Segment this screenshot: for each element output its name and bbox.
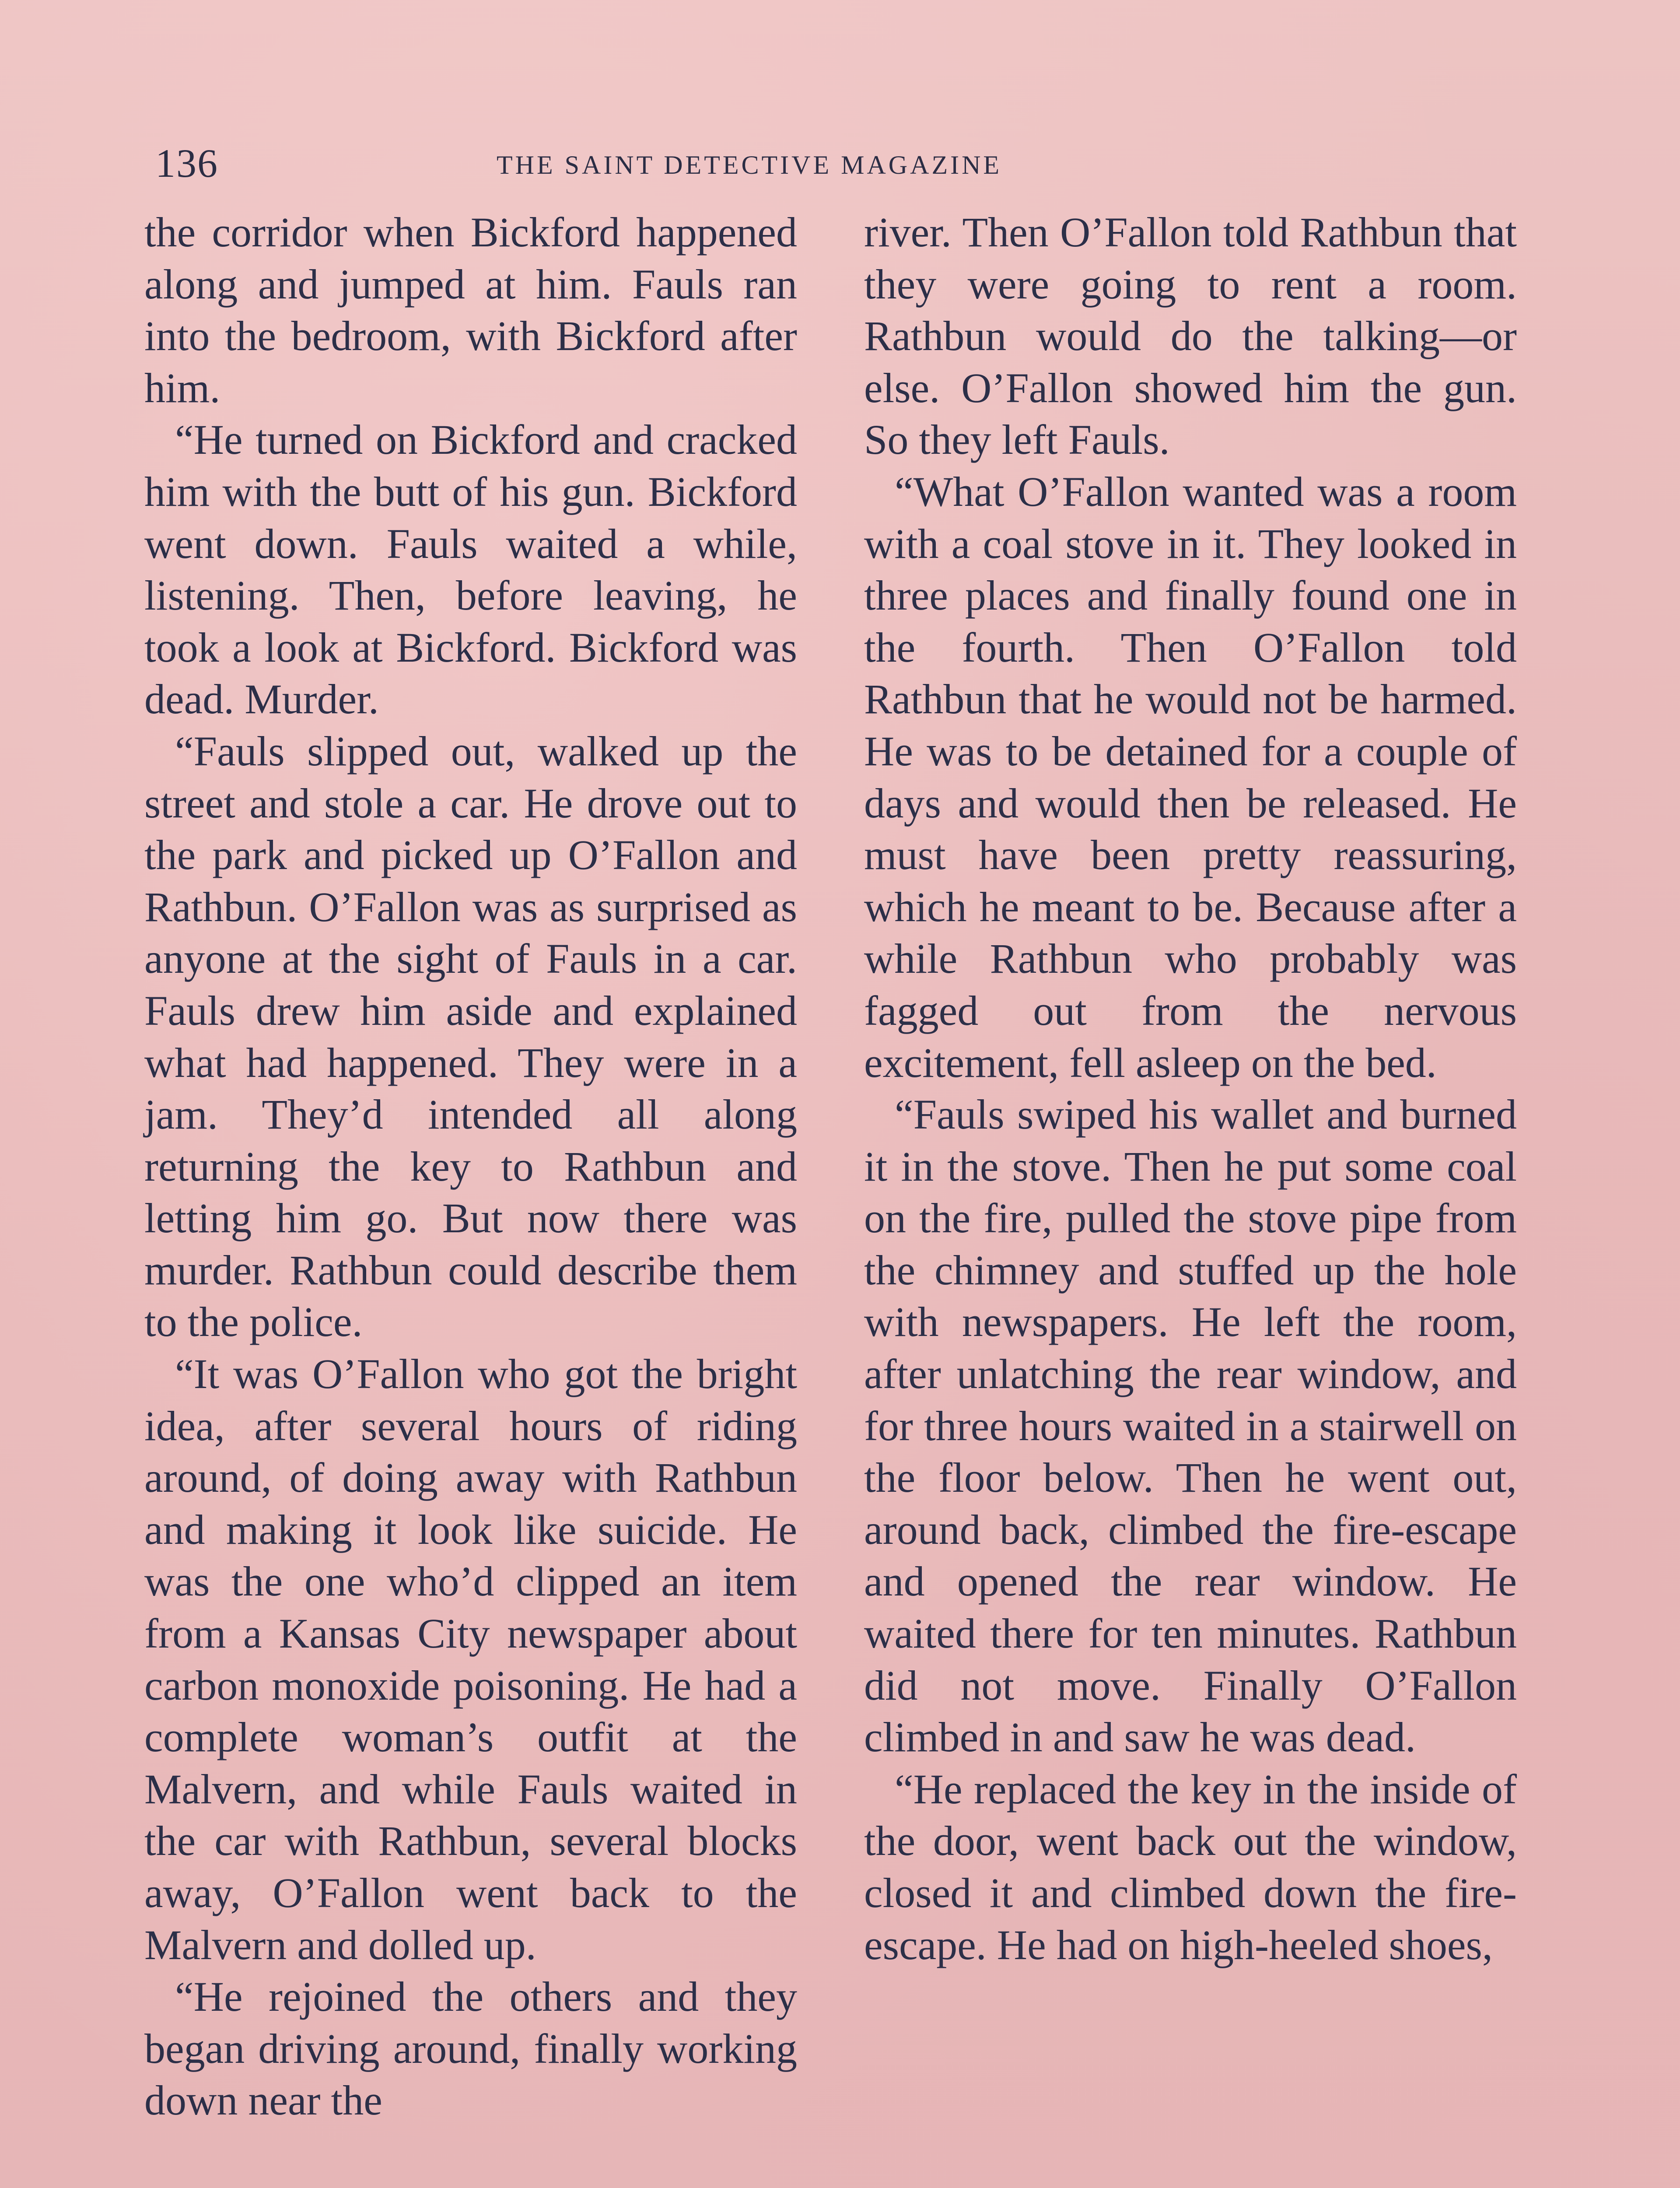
page-header [155,139,1431,187]
left-column [144,207,797,2127]
right-column [864,207,1517,1971]
paragraph: “What O’Fallon wanted was a room with a coal stove in it. They looked in three places and finally found one in the fourth. Then O’Fallon told Rathbun that he would not be harmed. He was to be detained for a couple of days and would then be released. He must have been pretty reassuring, which he meant to be. Because after a while Rathbun who probably was fagged out from the nervous excitement, fell asleep on the bed. [864,468,1517,1086]
paragraph: “Fauls swiped his wallet and burned it in the stove. Then he put some coal on the fire, pulled the stove pipe from the chimney and stuffed up the hole with newspapers. He left the room, after unlatching the rear window, and for three hours waited in a stairwell on the floor below. Then he went out, around back, climbed the fire-escape and opened the rear window. He waited there for ten minutes. Rathbun did not move. Finally O’Fallon climbed in and saw he was dead. [864,1091,1517,1761]
paragraph: “It was O’Fallon who got the bright idea, after several hours of riding around, of doing away with Rathbun and making it look like suicide. He was the one who’d clipped an item from a Kansas City newspaper about carbon monoxide poisoning. He had a complete woman’s outfit at the Malvern, and while Fauls waited in the car with Rathbun, several blocks away, O’Fallon went back to the Malvern and dolled up. [144,1350,797,1968]
paragraph: “He rejoined the others and they began driving around, finally working down near the [144,1973,797,2124]
running-title: THE SAINT DETECTIVE MAGAZINE [497,151,1002,179]
paragraph: the corridor when Bickford happened along and jumped at him. Fauls ran into the bedroom, with Bickford after him. [144,209,797,411]
page-number: 136 [155,141,218,186]
paragraph: “He turned on Bickford and cracked him with the butt of his gun. Bickford went down. Fauls waited a while, listening. Then, before leaving, he took a look at Bickford. Bickford was dead. Murder. [144,416,797,723]
paragraph: “He replaced the key in the inside of the door, went back out the window, closed it and climbed down the fire-escape. He had on high-heeled shoes, [864,1765,1517,1968]
paragraph: river. Then O’Fallon told Rathbun that they were going to rent a room. Rathbun would do the talking—or else. O’Fallon showed him the gun. So they left Fauls. [864,209,1517,463]
paragraph: “Fauls slipped out, walked up the street and stole a car. He drove out to the park and picked up O’Fallon and Rathbun. O’Fallon was as surprised as anyone at the sight of Fauls in a car. Fauls drew him aside and explained what had happened. They were in a jam. They’d intended all along returning the key to Rathbun and letting him go. But now there was murder. Rathbun could describe them to the police. [144,727,797,1346]
